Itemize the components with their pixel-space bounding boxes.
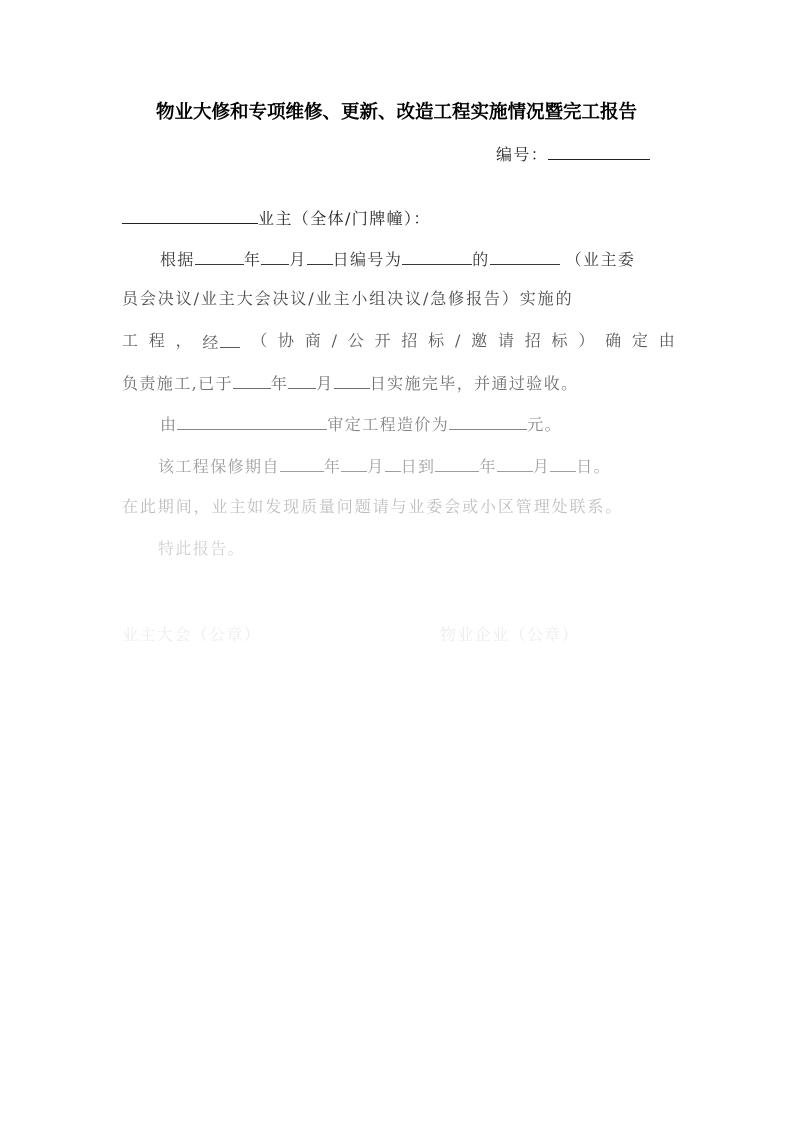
para1-text: 日实施完毕，并通过验收。 [369, 374, 579, 393]
warranty-end-day-blank [550, 455, 576, 472]
warranty-start-month-blank [341, 455, 367, 472]
item-blank [490, 248, 560, 265]
para3-line2: 在此期间，业主如发现质量问题请与业委会或小区管理处联系。 [122, 497, 624, 516]
para1-char: 开 [374, 331, 391, 350]
finish-month-blank [288, 372, 316, 389]
para1-char-group [202, 331, 240, 353]
para1-char: 定 [631, 331, 648, 350]
para1-char: ， [175, 331, 192, 350]
recipient-label: 业主（全体/门牌幢）： [258, 209, 431, 228]
para2-text: 元。 [527, 415, 563, 434]
para1-char: 招 [524, 331, 541, 350]
warranty-end-year-blank [435, 455, 479, 472]
recipient-row [122, 207, 675, 229]
para1-char: ） [578, 331, 595, 350]
recipient-blank [122, 207, 258, 224]
para4-text: 特此报告。 [158, 539, 246, 558]
cost-blank [449, 413, 527, 430]
approver-blank [177, 413, 327, 430]
serial-number-row [496, 143, 650, 165]
para1-char: 标 [428, 331, 445, 350]
method-blank [220, 331, 240, 348]
para1-text: 的 [472, 250, 490, 269]
para1-text: 年 [270, 374, 289, 393]
para1-char: 经 [202, 333, 219, 352]
serial-number-blank [548, 143, 650, 160]
month-blank [261, 248, 289, 265]
warranty-start-year-blank [280, 455, 324, 472]
para2-text: 由 [160, 415, 178, 434]
para1-line1 [122, 248, 675, 270]
para1-line2: 员会决议/业主大会决议/业主小组决议/急修报告）实施的 [122, 289, 574, 308]
para1-char: 标 [551, 331, 568, 350]
para1-text: 根据 [160, 250, 195, 269]
owners-signature-label: 业主大会（公章） [122, 625, 262, 644]
para1-char: / [331, 331, 337, 350]
para3-text: 日到 [400, 457, 436, 476]
para2-text: 审定工程造价为 [327, 415, 450, 434]
para1-text: 年 [243, 250, 262, 269]
para1-char: 邀 [471, 331, 488, 350]
para2 [122, 413, 675, 435]
para1-text: 月 [289, 250, 307, 269]
para1-text: （业主委 [565, 250, 636, 269]
para3-line1 [122, 455, 675, 477]
company-signature-label: 物业企业（公章） [440, 625, 580, 644]
para1-char: 确 [605, 331, 622, 350]
para3-text: 月 [367, 457, 385, 476]
day-blank [307, 248, 333, 265]
page-title: 物业大修和专项维修、更新、改造工程实施情况暨完工报告 [155, 102, 637, 123]
para1-char: （ [251, 331, 268, 350]
para1-char: 程 [148, 331, 165, 350]
para1-char: 工 [122, 331, 139, 350]
para1-char: 公 [347, 331, 364, 350]
serial-number-label: 编号： [496, 145, 549, 164]
para1-text: 日编号为 [332, 250, 403, 269]
para1-char: / [454, 331, 461, 350]
para3-text: 日。 [576, 457, 612, 476]
para1-char: 由 [658, 331, 675, 350]
para1-char: 商 [304, 331, 321, 350]
para3-text: 年 [323, 457, 342, 476]
para4 [122, 539, 675, 559]
ref-number-blank [402, 248, 472, 265]
para1-line4 [122, 372, 675, 394]
finish-year-blank [233, 372, 271, 389]
para1-char: 招 [401, 331, 418, 350]
year-blank [195, 248, 244, 265]
para3-text: 年 [479, 457, 497, 476]
para3-text: 月 [532, 457, 551, 476]
warranty-start-day-blank [385, 455, 401, 472]
para3-text: 该工程保修期自 [158, 457, 280, 476]
para1-line3 [122, 331, 675, 353]
warranty-end-month-blank [497, 455, 533, 472]
finish-day-blank [334, 372, 370, 389]
para1-char: 协 [277, 331, 294, 350]
para1-text: 负责施工,已于 [122, 374, 233, 393]
para1-text: 月 [316, 374, 334, 393]
para1-char: 请 [497, 331, 514, 350]
